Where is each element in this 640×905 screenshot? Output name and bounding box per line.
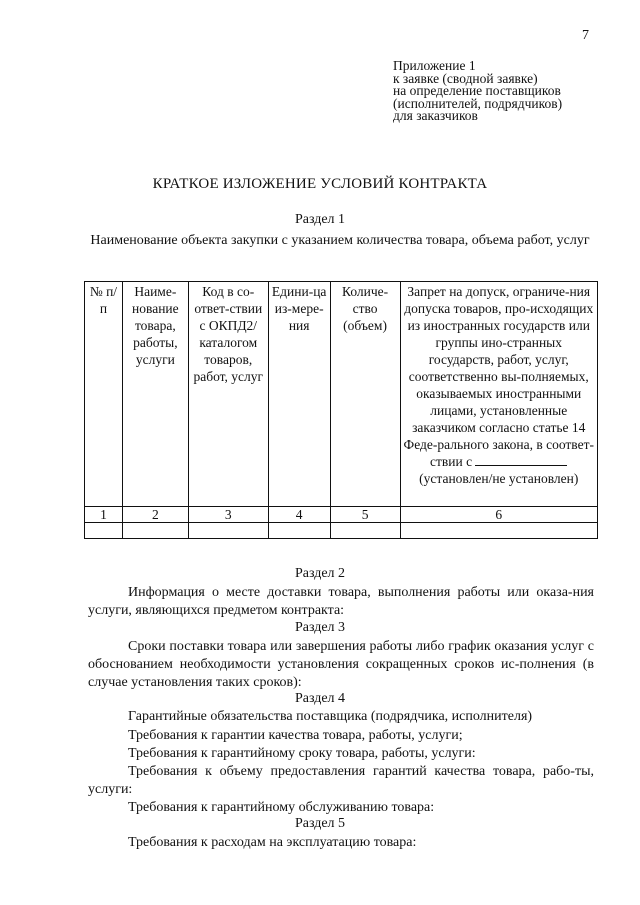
appendix-line: к заявке (сводной заявке) [393, 70, 538, 86]
table-cell [268, 523, 330, 539]
table-row [85, 523, 598, 539]
table-cell [188, 523, 268, 539]
section-4-heading: Раздел 4 [294, 691, 346, 706]
section-5-item: Требования к расходам на эксплуатацию товара: [128, 835, 417, 850]
column-number: 3 [188, 507, 268, 523]
table-header-row [85, 282, 598, 507]
appendix-line: на определение поставщиков [393, 83, 561, 98]
header-code: Код в со-ответ-ствии с ОКПД2/ каталогом товаров, работ, услуг [188, 282, 268, 507]
appendix-note [393, 60, 623, 123]
section-4-item: Требования к гарантийному обслуживанию товара: [128, 800, 435, 815]
restrictions-text: Запрет на допуск, ограниче-ния допуска товаров, про-исходящих из иностранных государств или группы ино-странных государств, работ, услуг, соответственно вы-полняемых, оказываемых иностранными лицами, установленные заказчиком согласно статье 14 Феде-рального закона, в соответ-ствии с [403, 284, 594, 469]
table-cell [122, 523, 188, 539]
header-unit: Едини-ца из-мере-ния [268, 282, 330, 507]
appendix-line: Приложение 1 [393, 58, 476, 73]
section-1-text: Наименование объекта закупки с указанием количества товара, объема работ, услуг [90, 233, 590, 248]
column-number: 5 [330, 507, 400, 523]
appendix-line: для заказчиков [393, 108, 478, 123]
table-cell [330, 523, 400, 539]
page-number: 7 [582, 28, 589, 43]
section-5-heading: Раздел 5 [294, 816, 346, 831]
appendix-line: (исполнителей, подрядчиков) [393, 95, 563, 111]
table-cell [400, 523, 597, 539]
section-2-heading: Раздел 2 [294, 566, 346, 581]
blank-line [475, 453, 567, 466]
column-number: 2 [122, 507, 188, 523]
header-quantity: Количе-ство (объем) [330, 282, 400, 507]
restrictions-note: (установлен/не установлен) [419, 471, 579, 486]
section-4-item: Требования к гарантийному сроку товара, работы, услуги: [128, 746, 476, 761]
section-4-item: Гарантийные обязательства поставщика (подрядчика, исполнителя) [128, 709, 533, 724]
section-1-heading: Раздел 1 [294, 212, 346, 227]
document-title: КРАТКОЕ ИЗЛОЖЕНИЕ УСЛОВИЙ КОНТРАКТА [152, 176, 488, 192]
column-number: 6 [400, 507, 597, 523]
header-number: № п/п [85, 282, 123, 507]
section-3-text: Сроки поставки товара или завершения работы либо график оказания услуг с обоснованием необходимости установления сокращенных сроков ис-полнения (в случае установления таких сроков): [88, 639, 594, 690]
section-3-heading: Раздел 3 [294, 620, 346, 635]
section-4-item: Требования к объему предоставления гарантий качества товара, рабо-ты, услуги: [88, 764, 594, 797]
section-2-text: Информация о месте доставки товара, выполнения работы или оказа-ния услуги, являющихся предметом контракта: [88, 585, 594, 618]
contract-conditions-table [84, 281, 598, 539]
table-cell [85, 523, 123, 539]
column-number: 4 [268, 507, 330, 523]
section-4-item: Требования к гарантии качества товара, работы, услуги; [128, 728, 463, 743]
column-number: 1 [85, 507, 123, 523]
table-row [85, 507, 598, 523]
header-name: Наиме-нование товара, работы, услуги [122, 282, 188, 507]
header-restrictions [400, 282, 597, 507]
